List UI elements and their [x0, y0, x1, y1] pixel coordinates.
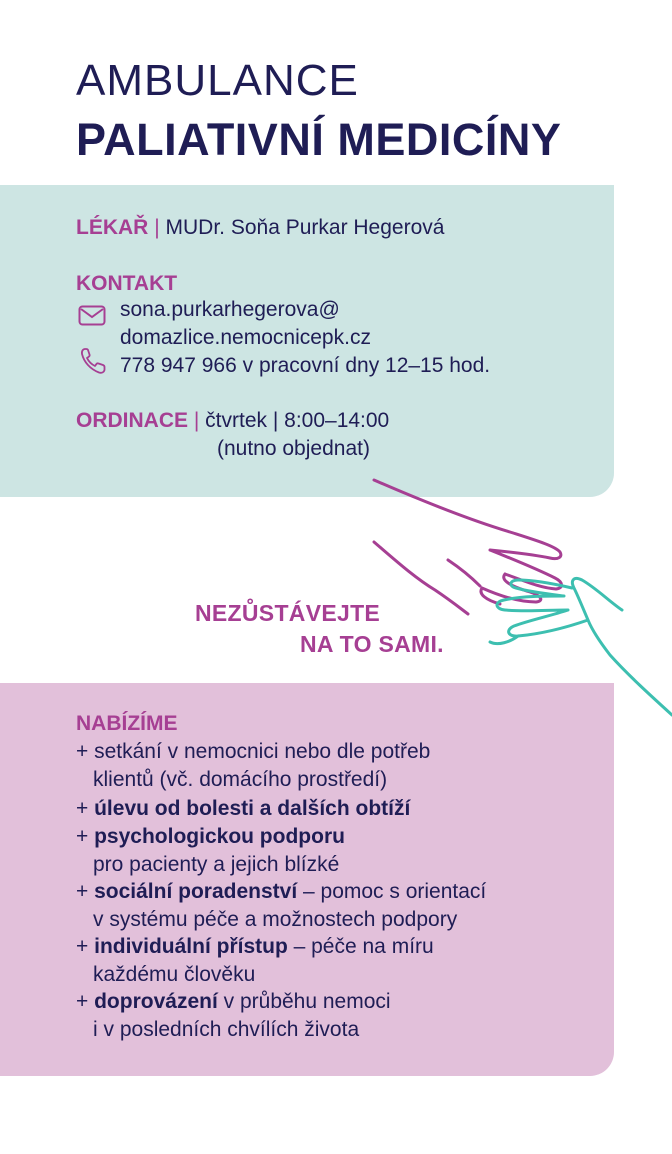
offer-item-2-bold: úlevu od bolesti a dalších obtíží	[94, 797, 411, 820]
offer-title: NABÍZÍME	[76, 712, 178, 735]
doctor-row	[76, 216, 444, 240]
offer-item-6-bold: doprovázení	[94, 990, 218, 1013]
slogan-line1: NEZŮSTÁVEJTE	[195, 600, 381, 626]
office-note: (nutno objednat)	[217, 437, 370, 460]
phone-icon	[80, 347, 106, 375]
offer-item-2-prefix: +	[76, 797, 95, 820]
doctor-label: LÉKAŘ	[76, 216, 149, 239]
offer-item-3	[76, 825, 345, 849]
offer-item-4	[76, 880, 486, 904]
page-title-line2: PALIATIVNÍ MEDICÍNY	[76, 114, 562, 165]
email-link-continued[interactable]	[120, 326, 371, 350]
offer-item-2	[76, 797, 410, 821]
offer-item-5-text: – péče na míru	[287, 935, 434, 958]
offer-item-4-bold: sociální poradenství	[94, 880, 298, 903]
office-row	[76, 409, 389, 433]
office-separator: |	[193, 409, 200, 432]
phone-text: 778 947 966 v pracovní dny 12–15 hod.	[120, 354, 491, 377]
offer-item-1-text: + setkání v nemocnici nebo dle potřeb	[76, 740, 431, 763]
offer-item-5-bold: individuální přístup	[94, 935, 288, 958]
offer-item-5-cont: každému člověku	[93, 963, 256, 986]
page-title-line1: AMBULANCE	[76, 56, 359, 105]
offer-item-1-cont: klientů (vč. domácího prostředí)	[93, 768, 388, 791]
offer-item-6-cont: i v posledních chvílích života	[93, 1018, 360, 1041]
offer-item-5-prefix: +	[76, 935, 95, 958]
offer-item-6	[76, 990, 391, 1014]
offer-item-3-cont: pro pacienty a jejich blízké	[93, 853, 340, 876]
offer-item-3-prefix: +	[76, 825, 95, 848]
offer-item-6-prefix: +	[76, 990, 95, 1013]
slogan-line2: NA TO SAMI.	[300, 631, 444, 657]
email-link[interactable]	[120, 298, 340, 322]
offer-item-1	[76, 740, 430, 764]
offer-item-4-text: – pomoc s orientací	[297, 880, 487, 903]
office-hours: čtvrtek | 8:00–14:00	[205, 409, 390, 432]
offer-item-3-bold: psychologickou podporu	[94, 825, 345, 848]
offer-item-4-cont: v systému péče a možnostech podpory	[93, 908, 458, 931]
envelope-icon	[78, 305, 106, 327]
email-line-1: sona.purkarhegerova@	[120, 298, 340, 321]
email-line-2: domazlice.nemocnicepk.cz	[120, 326, 371, 349]
contact-label: KONTAKT	[76, 272, 178, 295]
phone-link[interactable]	[120, 354, 490, 378]
offer-item-5	[76, 935, 434, 959]
doctor-name: MUDr. Soňa Purkar Hegerová	[165, 216, 445, 239]
offer-item-4-prefix: +	[76, 880, 95, 903]
offer-item-6-text: v průběhu nemoci	[217, 990, 391, 1013]
office-label: ORDINACE	[76, 409, 189, 432]
doctor-separator: |	[154, 216, 160, 239]
